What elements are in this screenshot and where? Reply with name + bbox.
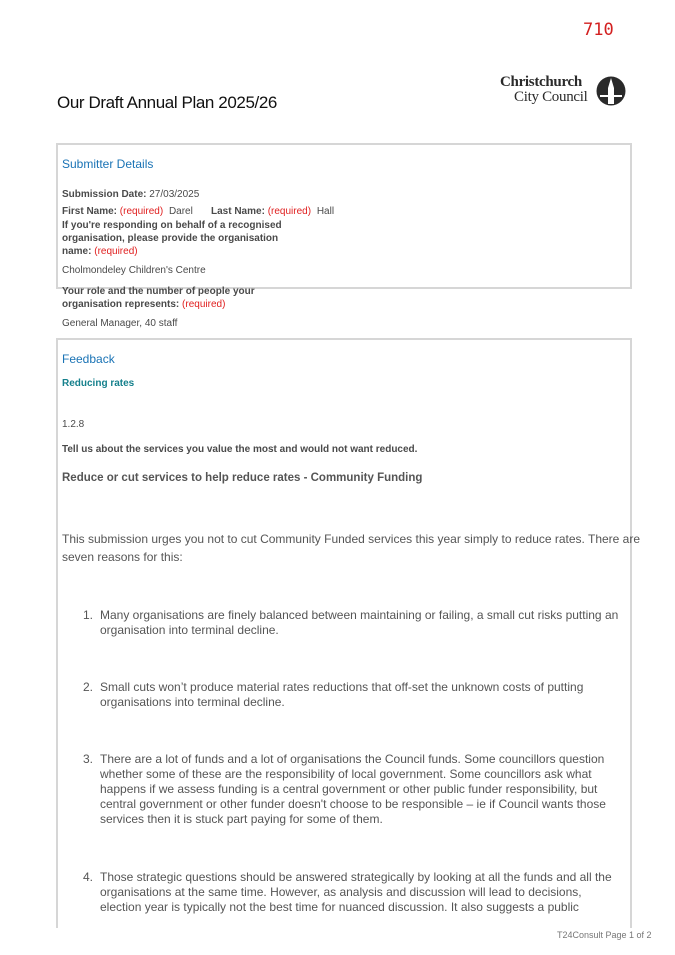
list-item-line: services then it is stuck part paying for some of them. — [100, 812, 383, 826]
logo-line1: Christchurch — [500, 74, 582, 90]
list-item-line: Those strategic questions should be answered strategically by looking at all the funds and all the — [100, 870, 612, 884]
list-item-line: organisation into terminal decline. — [100, 623, 279, 637]
last-name-label: Last Name: — [211, 206, 265, 217]
organisation-label-line: organisation, please provide the organisation — [62, 233, 279, 244]
submission-date-row — [62, 188, 199, 201]
answer-heading: Reduce or cut services to help reduce rates - Community Funding — [62, 472, 423, 484]
list-item-line: happens if we assess funding is a central government or other public funder responsibility, but — [100, 782, 598, 796]
organisation-label-line: name: — [62, 246, 92, 257]
required-marker: (required) — [267, 206, 312, 217]
intro-line: seven reasons for this: — [62, 550, 183, 564]
organisation-label-line: If you're responding on behalf of a recognised — [62, 220, 282, 231]
feedback-heading: Feedback — [62, 352, 115, 366]
first-name-value: Darel — [168, 206, 193, 217]
intro-line: This submission urges you not to cut Community Funded services this year simply to reduce rates. There are — [62, 532, 641, 546]
intro-paragraph — [62, 530, 640, 566]
question-text: Tell us about the services you value the most and would not want reduced. — [62, 444, 418, 455]
required-marker: (required) — [94, 246, 138, 257]
page-title: Our Draft Annual Plan 2025/26 — [57, 93, 277, 112]
list-item-line: organisations into terminal decline. — [100, 695, 285, 709]
role-label-line: organisation represents: — [62, 299, 180, 310]
page-footer: T24Consult Page 1 of 2 — [557, 930, 652, 940]
required-marker: (required) — [182, 299, 226, 310]
list-item-line: organisations at the same time. However, as analysis and discussion will lead to decisions, — [100, 885, 582, 899]
feedback-topic: Reducing rates — [62, 378, 135, 389]
question-code: 1.2.8 — [62, 419, 85, 430]
list-item-number: 3. — [82, 752, 93, 766]
role-label-line: Your role and the number of people your — [62, 286, 255, 297]
list-item-number: 1. — [82, 608, 93, 622]
submission-date-value: 27/03/2025 — [149, 189, 200, 200]
cathedral-icon — [595, 75, 627, 107]
submitter-heading: Submitter Details — [62, 157, 154, 171]
list-item-number: 2. — [82, 680, 93, 694]
council-logo — [498, 73, 628, 107]
last-name-row — [211, 205, 334, 218]
role-label — [62, 285, 255, 311]
list-item-line: Small cuts won’t produce material rates reductions that off-set the unknown costs of putting — [100, 680, 584, 694]
list-item-line: There are a lot of funds and a lot of organisations the Council funds. Some councillors question — [100, 752, 605, 766]
page-number: 710 — [583, 20, 614, 40]
organisation-value: Cholmondeley Children's Centre — [62, 265, 206, 276]
list-item-line: central government or other funder doesn't choose to be responsible – ie if Council wants those — [100, 797, 606, 811]
required-marker: (required) — [119, 206, 164, 217]
last-name-value: Hall — [316, 206, 335, 217]
submission-date-label: Submission Date: — [62, 189, 147, 200]
organisation-label — [62, 219, 282, 258]
logo-line2: City Council — [514, 89, 588, 105]
list-item-number: 4. — [82, 870, 93, 884]
role-value: General Manager, 40 staff — [62, 318, 178, 329]
list-item-line: Many organisations are finely balanced between maintaining or failing, a small cut risks putting an — [100, 608, 619, 622]
list-item-line: election year is typically not the best time for nuanced discussion. It also suggests a public — [100, 900, 579, 914]
first-name-row — [62, 205, 193, 218]
first-name-label: First Name: — [62, 206, 118, 217]
list-item-line: whether some of these are the responsibility of local government. Some councillors ask what — [100, 767, 592, 781]
